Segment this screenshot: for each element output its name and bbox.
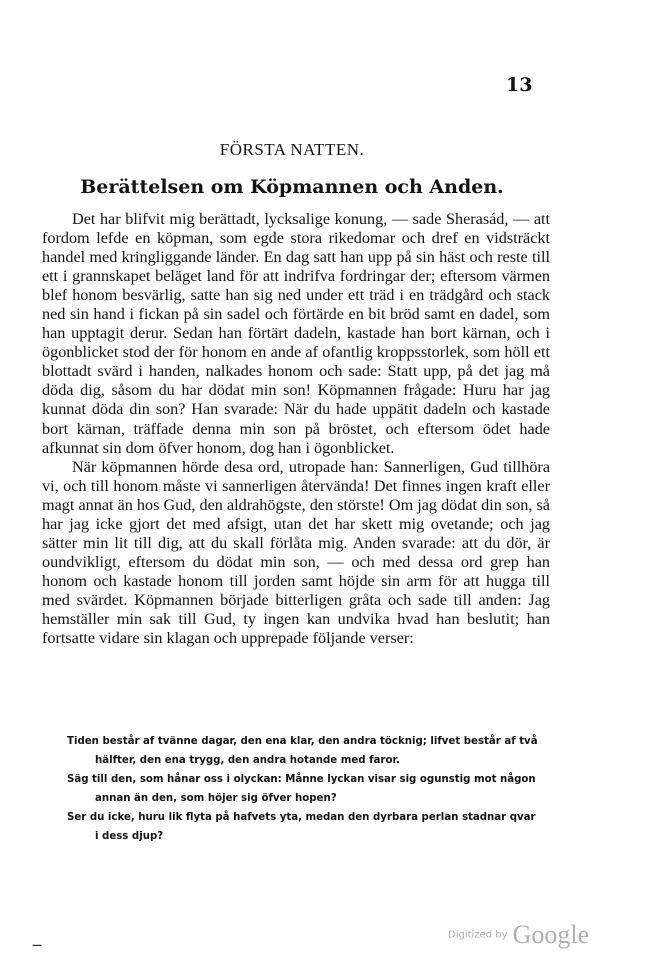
printer-mark: — [32, 940, 42, 951]
verse-line: Ser du icke, huru lik flyta på hafvets yta, medan den dyrbara perlan stadnar qvar [67, 812, 536, 823]
verse-line: i dess djup? [95, 831, 164, 842]
paragraph: När köpmannen hörde desa ord, utropade han: Sannerligen, Gud tillhöra vi, och till honom måste vi sannerligen återvända! Det finnes ingen kraft eller magt annat än hos Gud, den aldrahögste, den störste! Om jag dödat din son, så har jag icke gjort det med afsigt, utan det har skett mig ovetande; och jag sätter min lit till dig, att du skall förlåta mig. Anden svarade: att du dör, är oundvikligt, eftersom du dödat min son, — och med dessa ord grep han honom och kastade honom till jorden samt höjde sin arm för att hugga till med svärdet. Köpmannen började bitterligen gråta och sade till anden: Jag hemställer min sak till Gud, ty ingen kan undvika hvad han beslutit; han fortsatte vidare sin klagan och upprepade följande verser: [42, 457, 550, 648]
google-logo-icon: Google [512, 920, 590, 949]
verse-line: annan än den, som höjer sig öfver hopen? [95, 793, 337, 804]
chapter-title: Berättelsen om Köpmannen och Anden. [80, 176, 504, 198]
prose-body [42, 210, 550, 648]
watermark-prefix: Digitized by [448, 929, 508, 941]
verse-line: hälfter, den ena trygg, den andra hotande med faror. [95, 755, 400, 766]
verse-line: Säg till den, som hånar oss i olyckan: Månne lyckan visar sig ogunstig mot någon [67, 774, 536, 785]
page-number: 13 [506, 74, 533, 96]
paragraph: Det har blifvit mig berättadt, lycksalige konung, — sade Sherasád, — att fordom lefde en köpman, som egde stora rikedomar och dref en vidsträckt handel med kringliggande länder. En dag satt han upp på sin häst och reste till ett i grannskapet beläget land för att indrifva fordringar der; eftersom värmen blef honom besvärlig, satte han sig ned under ett träd i en trädgård och stack ned sin hand i fickan på sin sadel och förtärde en bit bröd samt en dadel, som han upptagit derur. Sedan han förtärt dadeln, kastade han bort kärnan, och i ögonblicket stod der för honom en ande af ofantlig kroppsstorlek, som höll ett blottadt svärd i handen, nalkades honom och sade: Statt upp, på det jag må döda dig, såsom du har dödat min son! Köpmannen frågade: Huru har jag kunnat döda din son? Han svarade: När du hade uppätit dadeln och kastade bort kärnan, träffade denna min son på bröstet, och eftersom ödet hade afkunnat sin dom öfver honom, dog han i ögonblicket. [42, 210, 550, 457]
verse-block [50, 732, 560, 846]
verse-line: Tiden består af tvänne dagar, den ena klar, den andra töcknig; lifvet består af två [67, 736, 538, 747]
section-title: FÖRSTA NATTEN. [219, 140, 365, 159]
google-watermark [448, 920, 589, 950]
